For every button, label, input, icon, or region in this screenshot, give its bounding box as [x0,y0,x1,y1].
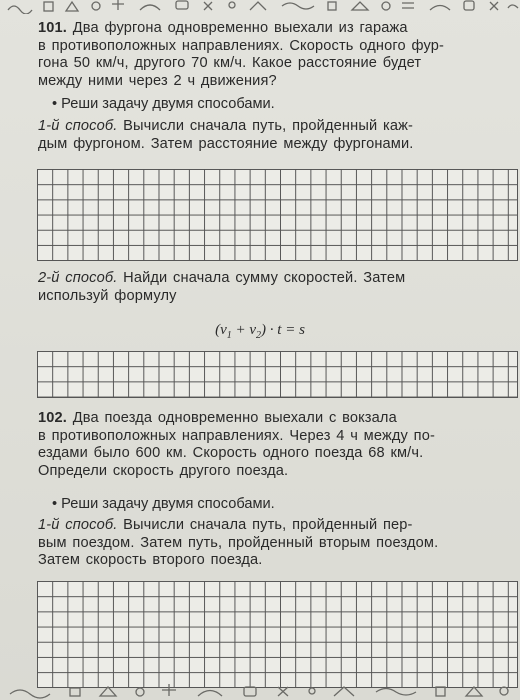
problem-101-text-line-3: гона 50 км/ч, другого 70 км/ч. Какое расстояние будет [38,55,422,72]
problem-102-statement [38,410,516,480]
problem-101-method-2-line-2: используй формулу [38,287,177,304]
problem-101-text-line-1: Два фургона одновременно выехали из гаража [67,20,408,36]
formula-subscript-2: 2 [256,330,262,341]
problem-101-method-2-label: 2-й способ. [38,270,118,286]
problem-102-text-line-1: Два поезда одновременно выехали с вокзала [67,410,397,426]
problem-101-method-1-label: 1-й способ. [38,118,118,134]
problem-102-instruction: • Реши задачу двумя способами. [52,496,275,512]
problem-102-number: 102. [38,410,68,426]
formula-subscript-1: 1 [226,330,232,341]
problem-101-number: 101. [38,20,68,36]
formula-open: (v [215,322,227,338]
answer-grid-101-method-2[interactable] [37,351,518,398]
problem-101-method-2 [38,270,516,305]
problem-101-method-2-line-1: Найди сначала сумму скоростей. Затем [117,270,406,286]
problem-102-method-1-line-2: вым поездом. Затем путь, пройденный вторым поездом. [38,534,439,551]
distance-formula [0,322,520,341]
formula-plus: + v [231,322,257,338]
answer-grid-101-method-1[interactable] [37,169,518,261]
problem-101-text-line-4: между ними через 2 ч движения? [38,72,277,89]
problem-101-text-line-2: в противоположных направлениях. Скорость одного фур- [38,37,445,54]
problem-101-method-1-line-2: дым фургоном. Затем расстояние между фургонами. [38,135,414,152]
formula-rest: ) · t = s [261,322,305,338]
problem-102-method-1 [38,517,516,570]
top-doodle-border [0,0,520,14]
problem-102-text-line-4: Определи скорость другого поезда. [38,462,289,479]
problem-101-instruction: • Реши задачу двумя способами. [52,96,275,112]
problem-102-text-line-2: в противоположных направлениях. Через 4 ч между по- [38,427,436,444]
problem-102-method-1-label: 1-й способ. [38,517,118,533]
problem-101-method-1 [38,118,516,153]
problem-102-text-line-3: ездами было 600 км. Скорость одного поезда 68 км/ч. [38,445,424,462]
problem-102-method-1-line-1: Вычисли сначала путь, пройденный пер- [117,517,413,533]
problem-101-method-1-line-1: Вычисли сначала путь, пройденный каж- [117,118,414,134]
problem-102-method-1-line-3: Затем скорость второго поезда. [38,552,263,569]
bottom-doodle-border [0,682,520,700]
answer-grid-102-method-1[interactable] [37,581,518,688]
problem-101-statement [38,20,516,90]
